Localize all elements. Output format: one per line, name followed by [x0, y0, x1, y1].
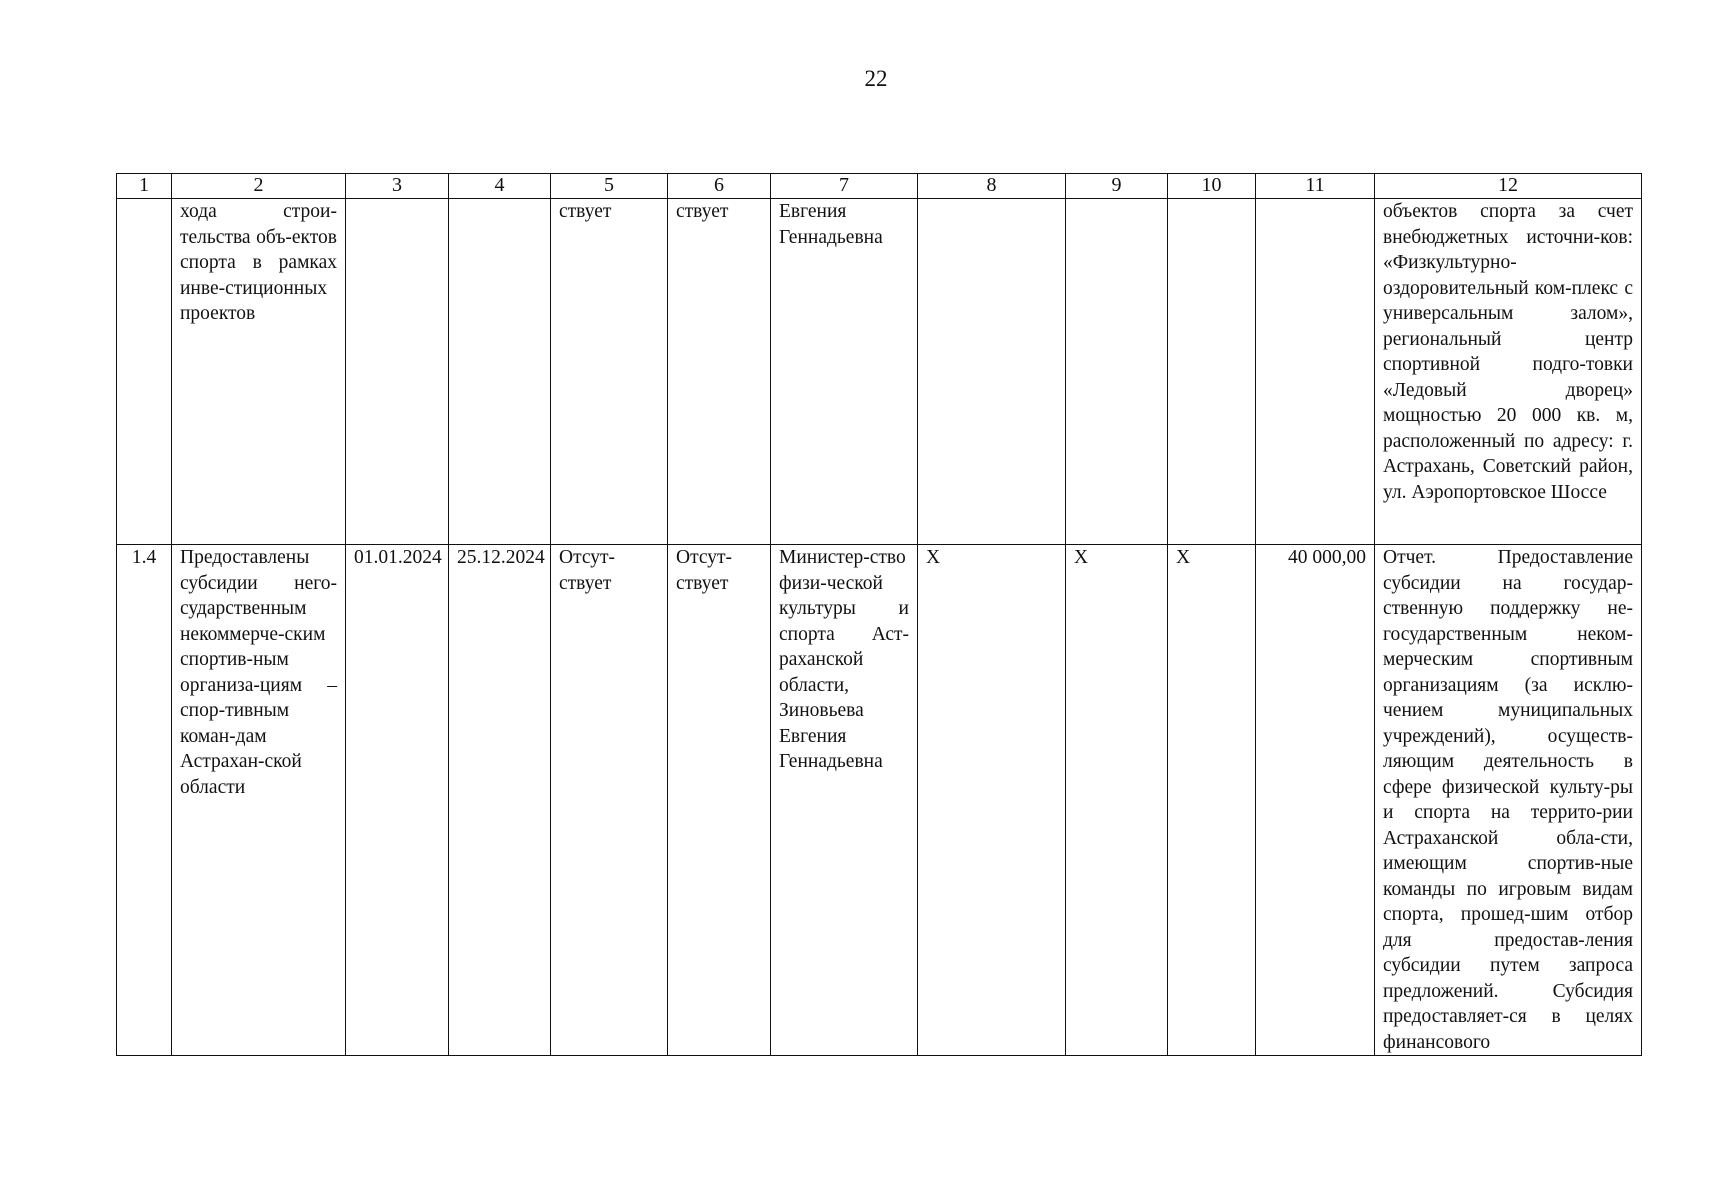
- column-header-11: 11: [1256, 174, 1375, 199]
- cell-start-date: 01.01.2024: [346, 545, 449, 1056]
- cell-col6: Отсут-ствует: [668, 545, 771, 1056]
- cell-event-name: Предоставлены субсидии него-сударственным некоммерче-ским спортив-ным организа-циям – спор-тивным коман-дам Астрахан-ской области: [172, 545, 346, 1056]
- table-row: [117, 545, 1642, 1056]
- data-table: [116, 173, 1642, 1056]
- cell-end-date: 25.12.2024: [449, 545, 551, 1056]
- column-header-8: 8: [918, 174, 1066, 199]
- cell-col5: ствует: [551, 199, 668, 545]
- cell-amount: [1256, 199, 1375, 545]
- cell-col8: Х: [918, 545, 1066, 1056]
- cell-col5: Отсут-ствует: [551, 545, 668, 1056]
- cell-end-date: [449, 199, 551, 545]
- column-header-6: 6: [668, 174, 771, 199]
- column-header-7: 7: [771, 174, 918, 199]
- cell-col9: [1066, 199, 1168, 545]
- column-header-9: 9: [1066, 174, 1168, 199]
- cell-col10: Х: [1168, 545, 1256, 1056]
- cell-event-name: хода строи-тельства объ-ектов спорта в рамках инве-стиционных проектов: [172, 199, 346, 545]
- column-header-12: 12: [1375, 174, 1642, 199]
- column-header-10: 10: [1168, 174, 1256, 199]
- column-header-1: 1: [117, 174, 172, 199]
- cell-result-description: Отчет. Предоставление субсидии на государ-ственную поддержку не-государственным неком-мерческим спортивным организациям (за исклю-чением муниципальных учреждений), осуществ-ляющим деятельность в сфере физической культу-ры и спорта на террито-рии Астраханской обла-сти, имеющим спортив-ные команды по игровым видам спорта, прошед-шим отбор для предостав-ления субсидии путем запроса предложений. Субсидия предоставляет-ся в целях финансового: [1375, 545, 1642, 1056]
- cell-result-description: объектов спорта за счет внебюджетных источни-ков: «Физкультурно-оздоровительный ком-плекс с универсальным залом», региональный центр спортивной подго-товки «Ледовый дворец» мощностью 20 000 кв. м, расположенный по адресу: г. Астрахань, Советский район, ул. Аэропортовское Шоссе: [1375, 199, 1642, 545]
- column-number-row: [117, 174, 1642, 199]
- column-header-2: 2: [172, 174, 346, 199]
- column-header-4: 4: [449, 174, 551, 199]
- cell-responsible: Министер-ство физи-ческой культуры и спорта Аст-раханской области, Зиновьева Евгения Геннадьевна: [771, 545, 918, 1056]
- cell-col9: Х: [1066, 545, 1168, 1056]
- cell-start-date: [346, 199, 449, 545]
- cell-col6: ствует: [668, 199, 771, 545]
- cell-col8: [918, 199, 1066, 545]
- column-header-5: 5: [551, 174, 668, 199]
- cell-number: [117, 199, 172, 545]
- page-number: 22: [864, 66, 888, 91]
- cell-col10: [1168, 199, 1256, 545]
- cell-amount: 40 000,00: [1256, 545, 1375, 1056]
- table-row: [117, 199, 1642, 545]
- cell-responsible: Евгения Геннадьевна: [771, 199, 918, 545]
- cell-number: 1.4: [117, 545, 172, 1056]
- column-header-3: 3: [346, 174, 449, 199]
